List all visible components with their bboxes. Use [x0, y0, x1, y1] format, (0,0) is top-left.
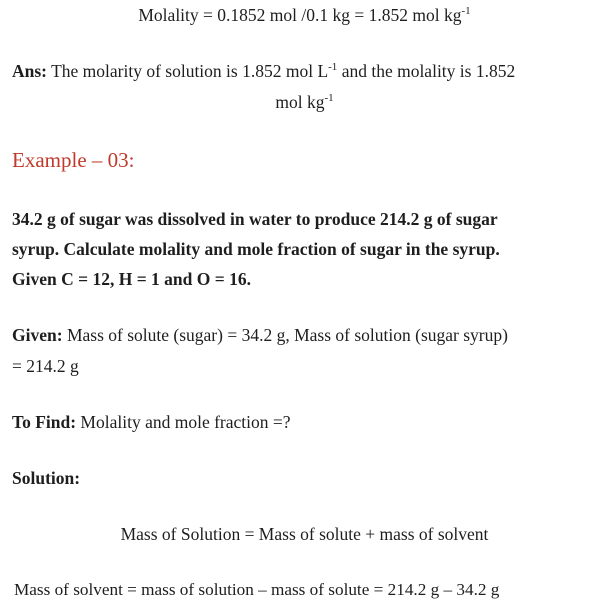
molality-exponent: -1 [461, 5, 471, 17]
given-line-2: = 214.2 g [12, 356, 79, 376]
given-text: Mass of solute (sugar) = 34.2 g, Mass of solution (sugar syrup) [62, 325, 508, 345]
question-line-1: 34.2 g of sugar was dissolved in water to produce 214.2 g of sugar [12, 209, 498, 229]
answer-text-part2: and the molality is 1.852 [337, 61, 516, 81]
answer-exponent-2: -1 [324, 92, 334, 104]
answer-text-part1: The molarity of solution is 1.852 mol L [47, 61, 329, 81]
to-find-label: To Find: [12, 412, 77, 432]
solution-equation-2: Mass of solvent = mass of solution – mass of solute = 214.2 g – 34.2 g [14, 580, 500, 599]
question-line-3: Given C = 12, H = 1 and O = 16. [12, 269, 251, 289]
given-line-1 [12, 325, 597, 345]
solution-equation-1: Mass of Solution = Mass of solute + mass of solvent [120, 524, 489, 544]
molality-equation [12, 5, 597, 25]
molality-equation-text: Molality = 0.1852 mol /0.1 kg = 1.852 mol kg [138, 5, 462, 25]
answer-line-2 [12, 92, 597, 112]
given-label: Given: [12, 325, 63, 345]
example-heading: Example – 03: [12, 148, 135, 172]
solution-label: Solution: [12, 468, 81, 488]
answer-exponent-1: -1 [328, 61, 338, 73]
to-find-text: Molality and mole fraction =? [76, 412, 291, 432]
answer-line-1 [12, 61, 597, 81]
question-line-2: syrup. Calculate molality and mole fraction of sugar in the syrup. [12, 239, 500, 259]
answer-unit: mol kg [275, 92, 325, 112]
to-find-line [12, 412, 597, 432]
answer-label: Ans: [12, 61, 48, 81]
